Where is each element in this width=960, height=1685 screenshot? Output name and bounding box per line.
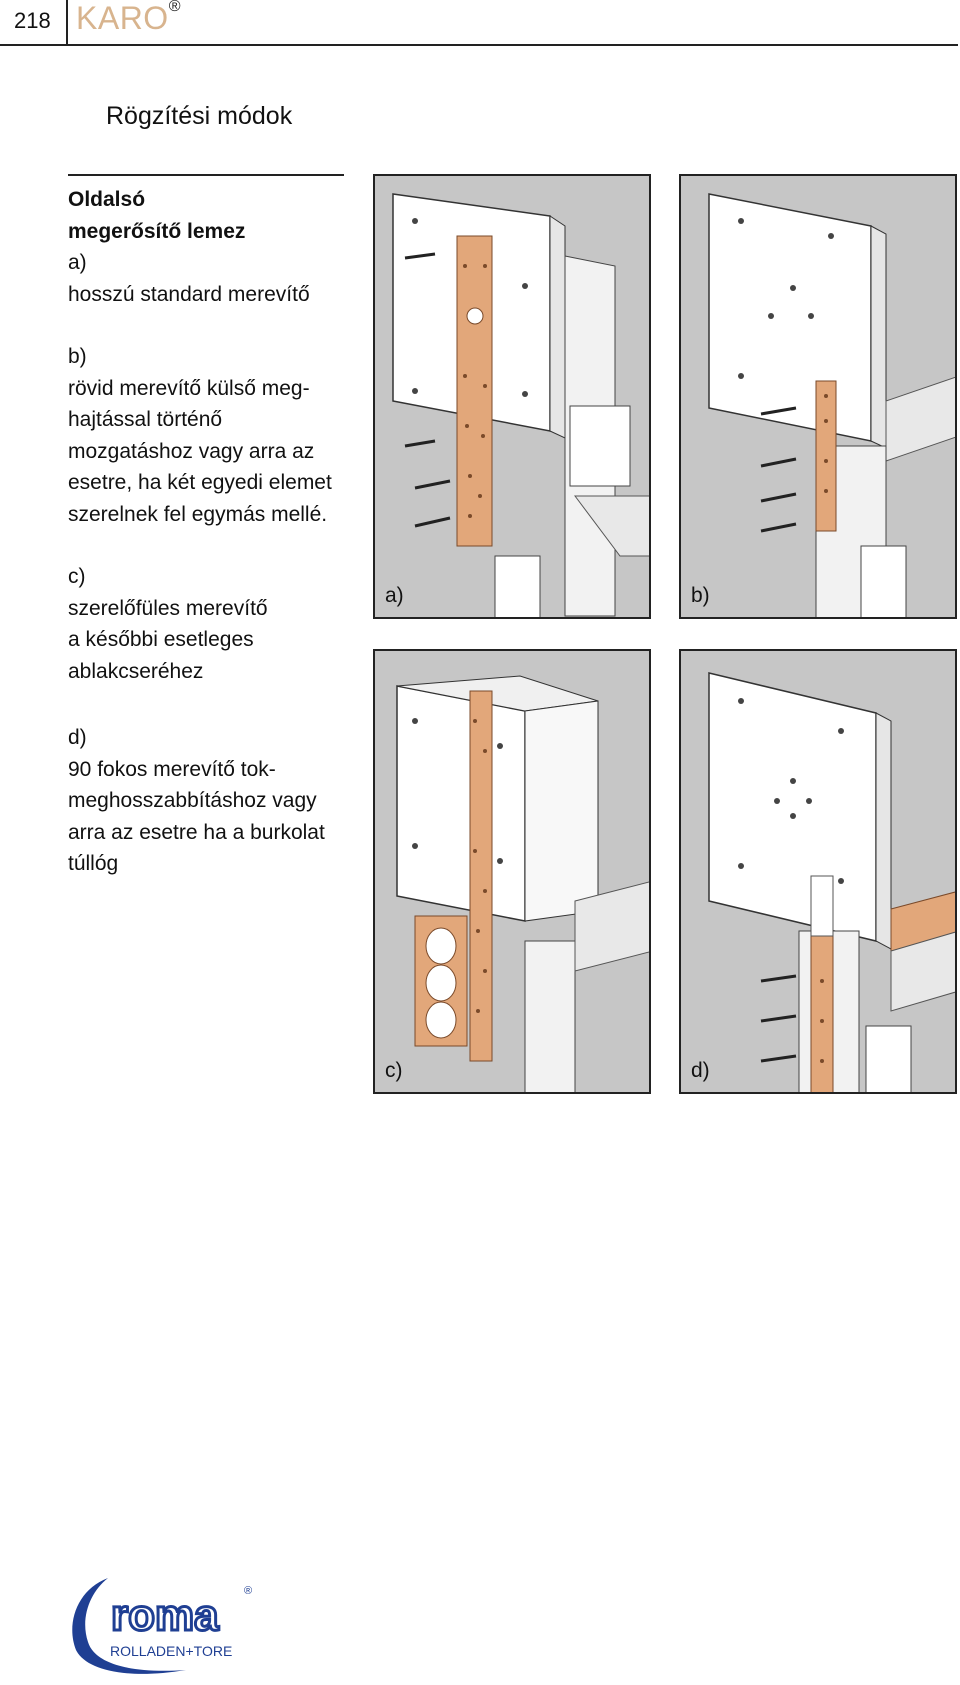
logo-wordmark: roma <box>111 1591 219 1640</box>
item-line: mozgatáshoz vagy arra az <box>68 439 315 463</box>
item-line: esetre, ha két egyedi elemet <box>68 471 332 494</box>
item-line: ablakcseréhez <box>68 659 204 683</box>
figure-c-illustration <box>375 651 651 1094</box>
item-line: hosszú standard merevítő <box>68 282 310 306</box>
item-d <box>68 722 368 880</box>
figure-b <box>679 174 957 619</box>
heading-line: Oldalsó <box>68 188 146 211</box>
item-c <box>68 561 368 687</box>
item-line: 90 fokos merevítő tok- <box>68 757 276 781</box>
item-line: szerelőfüles merevítő <box>68 596 268 620</box>
item-label: d) <box>68 726 87 749</box>
header-divider <box>66 0 68 45</box>
item-line: meghosszabbításhoz vagy <box>68 789 317 812</box>
figure-a-illustration <box>375 176 651 619</box>
content-heading <box>68 184 358 247</box>
header-rule <box>0 44 958 46</box>
item-label: a) <box>68 251 87 274</box>
logo-tagline: ROLLADEN+TORE <box>110 1643 233 1659</box>
item-b <box>68 341 398 530</box>
figure-d-illustration <box>681 651 957 1094</box>
figure-b-illustration <box>681 176 957 619</box>
figure-c <box>373 649 651 1094</box>
brand-registered-mark: ® <box>168 0 181 16</box>
item-line: arra az esetre ha a burkolat <box>68 820 325 844</box>
figure-a <box>373 174 651 619</box>
roma-logo-mark <box>66 1570 286 1680</box>
item-line: a későbbi esetleges <box>68 628 254 651</box>
item-line: rövid merevítő külső meg- <box>68 376 310 400</box>
item-line: szerelnek fel egymás mellé. <box>68 502 328 526</box>
heading-line: megerősítő lemez <box>68 219 246 243</box>
item-label: b) <box>68 345 87 368</box>
figure-d <box>679 649 957 1094</box>
item-a <box>68 247 368 310</box>
logo-registered-mark: ® <box>244 1585 253 1597</box>
figure-label: c) <box>385 1059 403 1082</box>
section-title: Rögzítési módok <box>106 102 293 130</box>
text-rule <box>68 174 344 176</box>
roma-logo <box>66 1570 286 1685</box>
figure-label: b) <box>691 584 710 607</box>
page-number: 218 <box>14 8 51 33</box>
figure-label: a) <box>385 584 404 607</box>
figure-label: d) <box>691 1059 710 1082</box>
brand-name: KARO <box>76 0 169 36</box>
item-line: hajtással történő <box>68 408 223 431</box>
item-line: túllóg <box>68 852 119 875</box>
brand-title <box>76 0 181 37</box>
item-label: c) <box>68 565 86 588</box>
